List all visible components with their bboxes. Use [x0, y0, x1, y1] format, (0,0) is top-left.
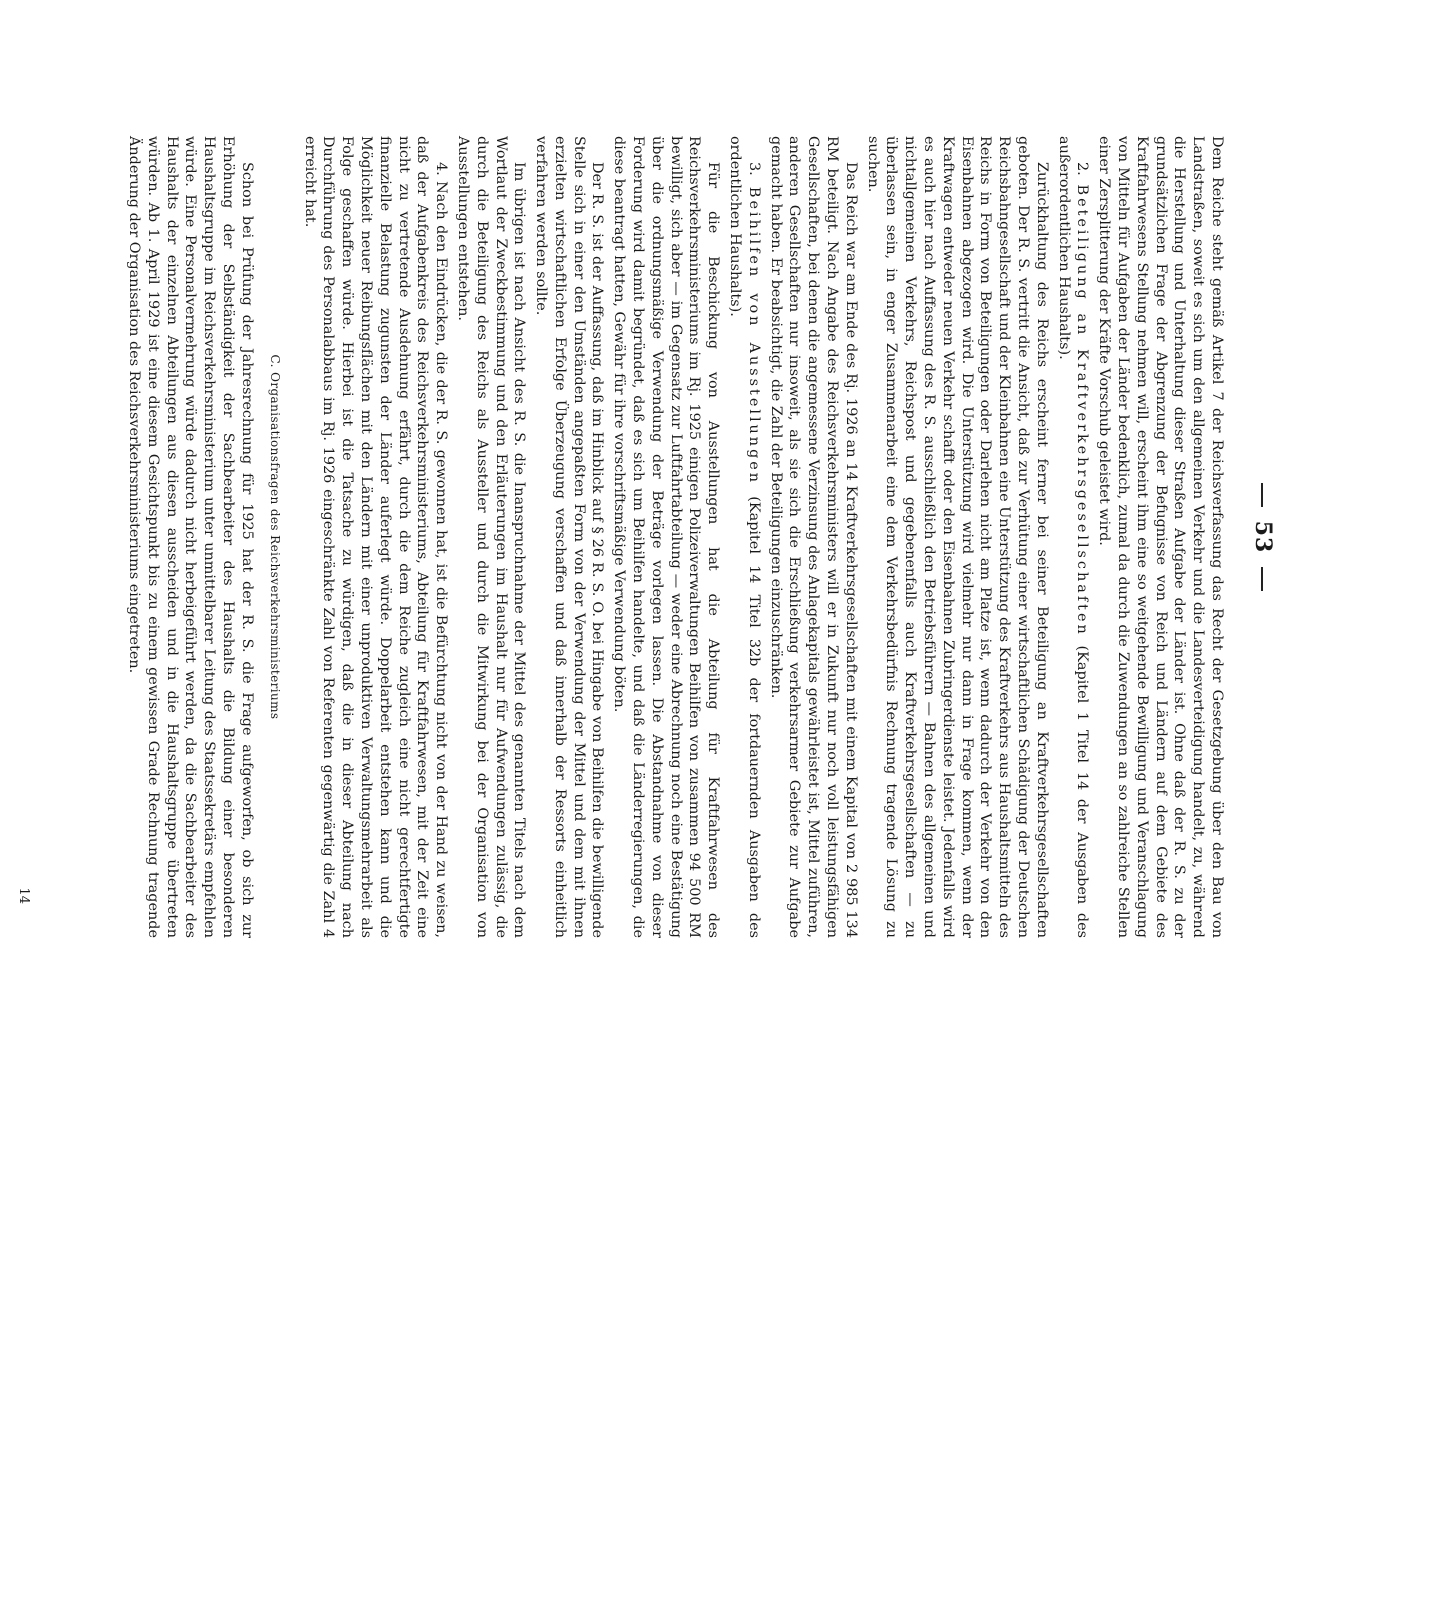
page-number-dash-left [1261, 483, 1263, 507]
scanned-page [10, 0, 1320, 996]
heading-reference: (Kapitel 14 Titel 32b der fortdauernden Ausgaben des ordentlichen Haushalts). [727, 136, 762, 939]
paragraph-aufgabenkreis: 4. Nach den Eindrücken, die der R. S. gewonnen hat, ist die Befürchtung nicht von der Hand zu weisen, daß der Aufgabenkreis des Reichsverkehrsministeriums, Abteilung für Kraftfahrwesen, mit der Zeit eine nicht zu vertretende Ausdehnung erfährt, durch die dem Reiche zugleich eine nicht gerechtfertigte finanzielle Belastung zugunsten der Länder auferlegt würde. Doppelarbeit entstehen kann und die Möglichkeit neuer Reibungsflächen mit den Ländern mit einer unproduktiven Verwaltungsmehrarbeit als Folge geschaffen würde. Hierbei ist die Tatsache zu würdigen, daß die in dieser Abteilung nach Durchführung des Personalabbaus im Rj. 1926 eingeschränkte Zahl von Referenten gegenwärtig die Zahl 4 erreicht hat. [301, 136, 450, 938]
paragraph-haushaltsgruppe: Schon bei Prüfung der Jahresrechnung für 1925 hat der R. S. die Frage aufgeworfen, ob sich zur Erhöhung der Selbständigkeit der Sachbearbeiter des Haushalts die Bildung einer besonderen Haushaltsgruppe im Reichsverkehrsministerium unter unmittelbarer Leitung des Staatssekretärs empfehlen würde. Eine Personalvermehrung würde dadurch nicht herbeigeführt werden, da die Sachbearbeiter des Haushalts der einzelnen Abteilungen aus diesen ausscheiden und in die Haushaltsgruppe übertreten würden. Ab 1. April 1929 ist eine diesem Gesichtspunkt bis zu einem gewissen Grade Rechnung tragende Änderung der Organisation des Reichsverkehrsministeriums eingetreten. [125, 136, 255, 938]
page-number [1250, 136, 1276, 938]
paragraph-kapital-beteiligung: Das Reich war am Ende des Rj. 1926 an 14 Kraftverkehrsgesellschaften mit einem Kapital von 2 985 134 RM beteiligt. Nach Angabe des Reichsverkehrsministers will er in Zukunft nur noch voll leistungsfähigen Gesellschaften, bei denen die angemessene Verzinsung des Anlagekapitals gewährleistet ist, Mittel zuführen, anderen Gesellschaften nur insoweit, als sie sich die Erschließung verkehrsarmer Gebiete zur Aufgabe gemacht haben. Er beabsichtigt, die Zahl der Beteiligungen einzuschränken. [767, 136, 859, 938]
paragraph-auffassung-rs: Der R. S. ist der Auffassung, daß im Hinblick auf § 26 R. S. O. bei Hingabe von Beihilfen die bewilligende Stelle sich in einer den Umständen angepaßten Form von der Verwendung der Mittel und dem mit ihnen erzielten wirtschaftlichen Erfolge Überzeugung verschaffen und daß innerhalb der Ressorts einheitlich verfahren werden sollte. [533, 136, 606, 938]
heading-title: Beihilfen von Ausstellungen [745, 186, 762, 486]
heading-reference: (Kapitel 1 Titel 14 der Ausgaben des außerordentlichen Haushalts). [1055, 136, 1091, 939]
heading-beihilfen-ausstellungen [725, 136, 763, 938]
heading-number: 2. [1074, 162, 1091, 176]
heading-number: 3. [745, 162, 762, 176]
page-number-value: 53 [1250, 520, 1276, 554]
heading-beteiligung-kraftverkehrsgesellschaften [1054, 136, 1092, 938]
paragraph-reich-gesetzgebung: Dem Reiche steht gemäß Artikel 7 der Reichsverfassung das Recht der Gesetzgebung über den Bau von Landstraßen, soweit es sich um den allgemeinen Verkehr und die Landesverteidigung handelt, zu, während die Herstellung und Unterhaltung dieser Straßen Aufgabe der Länder ist. Ohne daß der R. S. zu der grundsätzlichen Frage der Abgrenzung der Befugnisse von Reich und Ländern auf dem Gebiete des Kraftfahrwesens Stellung nehmen will, erscheint ihm eine so weitgehende Bewilligung und Veranschlagung von Mitteln für Aufgaben der Länder bedenklich, zumal da durch die Zuwendungen an so zahlreiche Stellen einer Zersplitterung der Kräfte Vorschub geleistet wird. [1096, 136, 1225, 938]
heading-title: Beteiligung an Kraftverkehrsgesellschaften [1074, 184, 1091, 637]
paragraph-beschickung-ausstellungen: Für die Beschickung von Ausstellungen hat die Abteilung für Kraftfahrwesen des Reichsverkehrsministeriums im Rj. 1925 einigen Polizeiverwaltungen Beihilfen von zusammen 94 500 RM bewilligt, sich aber — im Gegensatz zur Luftfahrtabteilung — weder eine Abrechnung noch eine Bestätigung über die ordnungsmäßige Verwendung der Beträge vorlegen lassen. Die Abstandnahme von dieser Forderung wird damit begründet, daß es sich um Beihilfen handelte, und daß die Länderregierungen, die diese beantragt hatten, Gewähr für ihre vorschriftsmäßige Verwendung böten. [611, 136, 722, 938]
paragraph-inanspruchnahme-mittel: Im übrigen ist nach Ansicht des R. S. die Inanspruchnahme der Mittel des genannten Titels nach dem Wortlaut der Zweckbestimmung und den Erläuterungen im Haushalt nur für Aufwendungen zulässig, die durch die Beteiligung des Reichs als Aussteller und durch die Mitwirkung bei der Organisation von Ausstellungen entstehen. [454, 136, 528, 938]
section-heading-organisationsfragen: C. Organisationsfragen des Reichsverkehrsministeriums [267, 354, 282, 720]
page-body [10, 0, 1320, 996]
page-number-dash-right [1261, 567, 1263, 591]
paragraph-zurueckhaltung: Zurückhaltung des Reichs erscheint ferner bei seiner Beteiligung an Kraftverkehrsgesellschaften geboten. Der R. S. vertritt die Ansicht, daß zur Verhütung einer wirtschaftlichen Schädigung der Deutschen Reichsbahngesellschaft und der Kleinbahnen eine Unterstützung des Kraftverkehrs aus Haushaltsmitteln des Reichs in Form von Beteiligungen oder Darlehen nicht am Platze ist, wenn dadurch der Verkehr von den Eisenbahnen abgezogen wird. Die Unterstützung wird vielmehr nur dann in Frage kommen, wenn der Kraftwagen entweder neuen Verkehr schafft oder den Eisenbahnen Zubringerdienste leistet. Jedenfalls wird es auch hier nach Auffassung des R. S. ausschließlich den Betriebsführern — Bahnen des allgemeinen und nichtallgemeinen Verkehrs, Reichspost und gegebenenfalls auch Kraftverkehrsgesellschaften — zu überlassen sein, in enger Zusammenarbeit eine dem Verkehrsbedürfnis Rechnung tragende Lösung zu suchen. [864, 136, 1050, 938]
sheet-signature: 14 [16, 887, 31, 904]
